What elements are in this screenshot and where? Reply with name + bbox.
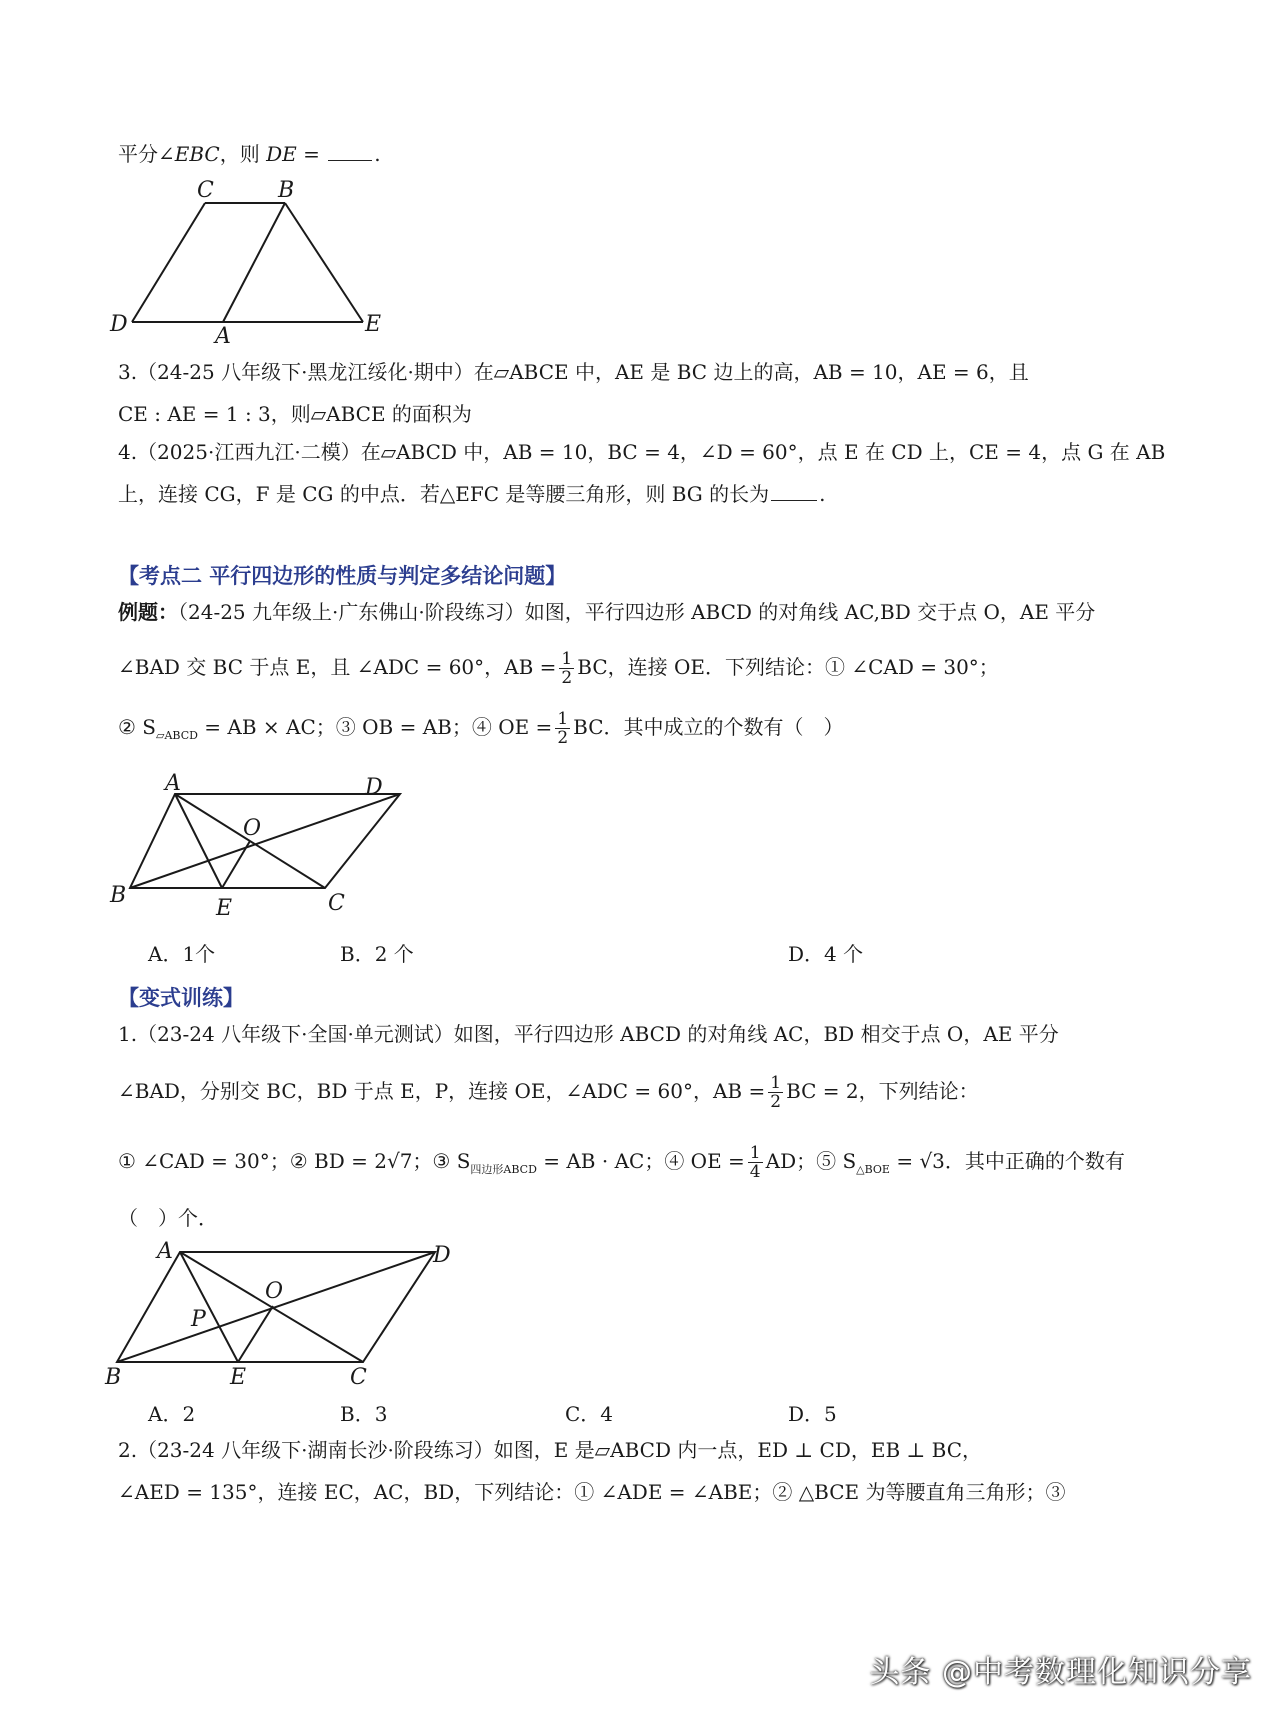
variant2-line1: 2.（23-24 八年级下·湖南长沙·阶段练习）如图，E 是▱ABCD 内一点，ED ⊥ CD，EB ⊥ BC， xyxy=(118,1438,983,1462)
text: BC．其中成立的个数有（ ） xyxy=(573,715,844,739)
vertex-label-o: O xyxy=(265,1279,284,1304)
question-4-line1: 4.（2025·江西九江·二模）在▱ABCD 中，AB = 10，BC = 4，∠D = 60°，点 E 在 CD 上，CE = 4，点 G 在 AB xyxy=(118,440,1166,464)
question-3-line1: 3.（24-25 八年级下·黑龙江绥化·期中）在▱ABCE 中，AE 是 BC 边上的高，AB = 10，AE = 6，且 xyxy=(118,360,1029,384)
figure-trapezoid xyxy=(110,180,430,360)
text: . xyxy=(374,142,381,166)
text: BC，连接 OE．下列结论：① ∠CAD = 30°； xyxy=(577,655,999,679)
question-4-line2 xyxy=(118,480,826,508)
vertex-label-b: B xyxy=(278,178,295,203)
segment-oe xyxy=(222,841,250,888)
option-b[interactable]: B．3 xyxy=(340,1402,388,1426)
text: （24-25 九年级上·广东佛山·阶段练习）如图，平行四边形 ABCD 的对角线 AC,BD 交于点 O，AE 平分 xyxy=(178,600,1096,624)
segment-name: DE xyxy=(266,142,297,166)
vertex-label-c: C xyxy=(328,891,345,916)
option-a[interactable]: A．2 xyxy=(148,1402,196,1426)
diagonal-bd xyxy=(130,794,400,888)
option-a[interactable]: A．1个 xyxy=(148,942,216,966)
fraction-numerator: 1 xyxy=(561,649,573,669)
vertex-label-o: O xyxy=(243,816,262,841)
variant1-line1: 1.（23-24 八年级下·全国·单元测试）如图，平行四边形 ABCD 的对角线 AC，BD 相交于点 O，AE 平分 xyxy=(118,1022,1059,1046)
fraction-denominator: 2 xyxy=(561,668,573,688)
vertex-label-a: A xyxy=(165,771,181,796)
vertex-label-b: B xyxy=(110,883,127,908)
section-heading: 【考点二 平行四边形的性质与判定多结论问题】 xyxy=(118,564,567,588)
vertex-label-e: E xyxy=(365,312,382,337)
text: ② S xyxy=(118,715,156,739)
example-line1 xyxy=(118,598,1095,626)
vertex-label-c: C xyxy=(350,1365,367,1390)
vertex-label-d: D xyxy=(110,312,128,337)
fraction-numerator: 1 xyxy=(557,709,569,729)
variant1-line3 xyxy=(118,1144,1125,1184)
diagonal-bd xyxy=(117,1252,435,1362)
fraction-denominator: 2 xyxy=(770,1092,782,1112)
vertex-label-a: A xyxy=(215,324,231,349)
option-c[interactable]: C．4 xyxy=(565,1402,614,1426)
fraction-denominator: 4 xyxy=(749,1162,761,1182)
text: 平分∠ xyxy=(118,142,175,166)
fraction-numerator: 1 xyxy=(770,1073,782,1093)
fraction xyxy=(768,1074,783,1111)
text: ∠BAD，分别交 BC，BD 于点 E，P，连接 OE，∠ADC = 60°，AB = xyxy=(118,1079,766,1103)
text: = AB × AC；③ OB = AB；④ OE = xyxy=(197,715,553,739)
watermark: 头条 @中考数理化知识分享 xyxy=(869,1655,1252,1690)
figure-parallelogram-variant xyxy=(105,1238,505,1398)
vertex-label-p: P xyxy=(191,1307,206,1332)
vertex-label-e: E xyxy=(216,896,233,921)
vertex-label-d: D xyxy=(365,775,383,800)
text: . xyxy=(819,482,826,506)
vertex-label-a: A xyxy=(157,1239,173,1264)
subscript: ▱ABCD xyxy=(156,729,198,742)
angle-name: EBC xyxy=(174,142,220,166)
variant2-line2: ∠AED = 135°，连接 EC，AC，BD，下列结论：① ∠ADE = ∠ABE；② △BCE 为等腰直角三角形；③ xyxy=(118,1480,1066,1504)
text: = √3．其中正确的个数有 xyxy=(889,1149,1125,1173)
variant1-line2 xyxy=(118,1074,979,1111)
figure-parallelogram-example xyxy=(110,770,410,930)
example-label: 例题： xyxy=(118,600,178,624)
answer-blank xyxy=(328,142,372,161)
fraction-numerator: 1 xyxy=(749,1143,761,1163)
segment-ba xyxy=(223,203,285,322)
question2-tail xyxy=(118,140,381,168)
fraction xyxy=(559,650,574,687)
example-line2 xyxy=(118,650,999,687)
text: 上，连接 CG，F 是 CG 的中点．若△EFC 是等腰三角形，则 BG 的长为 xyxy=(118,482,770,506)
segment-cd xyxy=(132,203,205,322)
option-b[interactable]: B．2 个 xyxy=(340,942,414,966)
vertex-label-b: B xyxy=(105,1365,122,1390)
vertex-label-e: E xyxy=(230,1365,247,1390)
variant1-line4: （ ）个． xyxy=(118,1206,218,1230)
text: = xyxy=(296,142,327,166)
vertex-label-d: D xyxy=(433,1243,451,1268)
fraction-denominator: 2 xyxy=(557,728,569,748)
text: ① ∠CAD = 30°；② BD = 2√7；③ S xyxy=(118,1149,471,1173)
option-d[interactable]: D．4 个 xyxy=(788,942,864,966)
text: = AB · AC；④ OE = xyxy=(536,1149,745,1173)
text: ，则 xyxy=(219,142,267,166)
option-d[interactable]: D．5 xyxy=(788,1402,837,1426)
example-line3 xyxy=(118,710,844,750)
answer-blank xyxy=(771,482,817,501)
vertex-label-c: C xyxy=(197,178,214,203)
fraction xyxy=(555,710,570,747)
subscript: △BOE xyxy=(856,1163,890,1176)
text: BC = 2，下列结论： xyxy=(786,1079,979,1103)
fraction xyxy=(748,1144,763,1181)
variant-heading: 【变式训练】 xyxy=(118,986,244,1010)
question-3-line2: CE : AE = 1 : 3，则▱ABCE 的面积为 xyxy=(118,402,472,426)
text: ∠BAD 交 BC 于点 E，且 ∠ADC = 60°，AB = xyxy=(118,655,557,679)
text: AD；⑤ S xyxy=(765,1149,857,1173)
subscript: 四边形ABCD xyxy=(470,1163,537,1176)
segment-be xyxy=(285,203,363,322)
